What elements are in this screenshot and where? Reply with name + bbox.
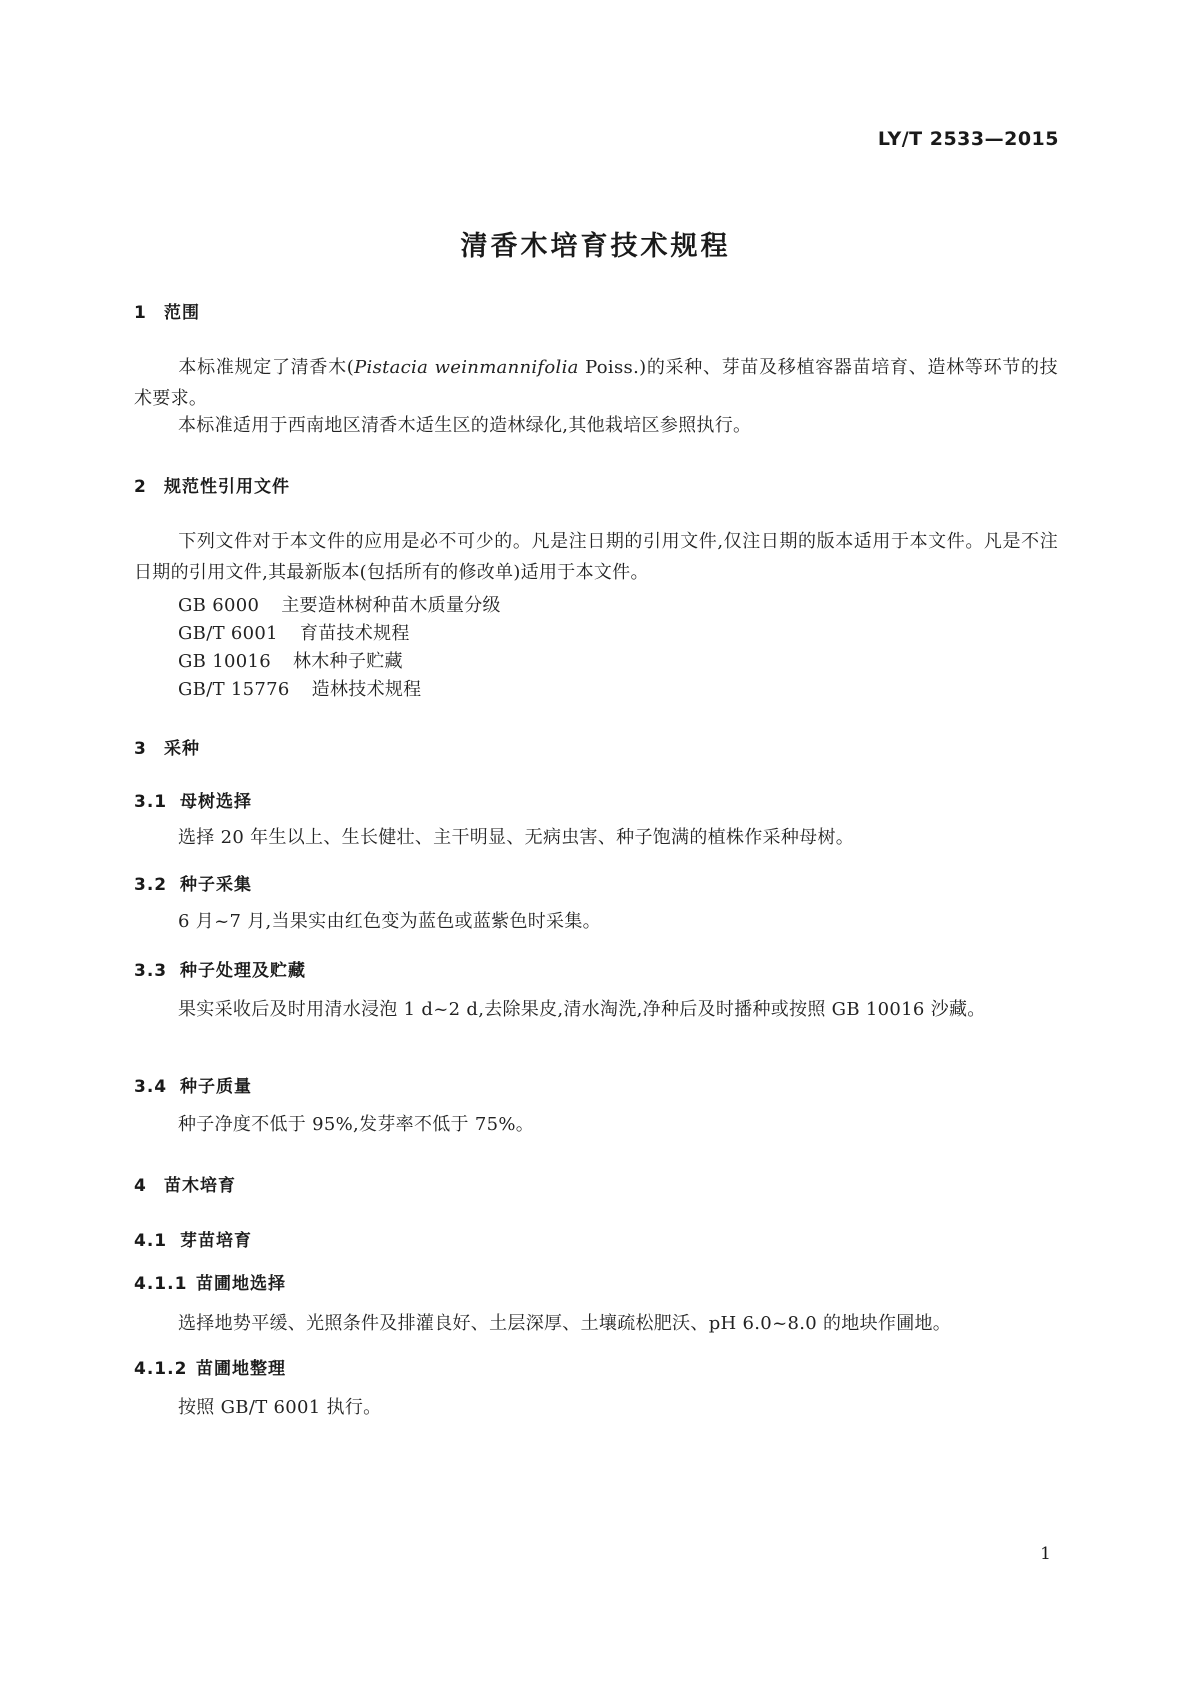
paragraph-3-1: 选择 20 年生以上、生长健壮、主干明显、无病虫害、种子饱满的植株作采种母树。 xyxy=(178,827,855,848)
subsection-heading-4-1-2: 4.1.2 苗圃地整理 xyxy=(134,1359,286,1379)
paragraph-3-4: 种子净度不低于 95%,发芽率不低于 75%。 xyxy=(178,1114,535,1135)
subsection-heading-3-3: 3.3 种子处理及贮藏 xyxy=(134,961,306,981)
reference-item: GB/T 6001 育苗技术规程 xyxy=(178,623,410,644)
paragraph-4-1-1: 选择地势平缓、光照条件及排灌良好、土层深厚、土壤疏松肥沃、pH 6.0~8.0 的地块作圃地。 xyxy=(178,1313,952,1334)
section-heading-1 xyxy=(134,298,200,323)
subsection-heading-4-1: 4.1 芽苗培育 xyxy=(134,1231,252,1251)
reference-item: GB 10016 林木种子贮藏 xyxy=(178,651,403,672)
reference-item: GB/T 15776 造林技术规程 xyxy=(178,679,422,700)
latin-species-name: Pistacia weinmannifolia xyxy=(354,357,579,378)
paragraph-3-3: 果实采收后及时用清水浸泡 1 d~2 d,去除果皮,清水淘洗,净种后及时播种或按照 GB 10016 沙藏。 xyxy=(178,999,986,1020)
section-heading-4: 4 苗木培育 xyxy=(134,1176,236,1196)
subsection-heading-4-1-1: 4.1.1 苗圃地选择 xyxy=(134,1274,286,1294)
section-number: 1 xyxy=(134,303,147,323)
page-number: 1 xyxy=(1040,1544,1051,1564)
normative-references-paragraph: 下列文件对于本文件的应用是必不可少的。凡是注日期的引用文件,仅注日期的版本适用于本文件。凡是不注日期的引用文件,其最新版本(包括所有的修改单)适用于本文件。 xyxy=(134,531,1058,583)
paragraph-3-2: 6 月~7 月,当果实由红色变为蓝色或蓝紫色时采集。 xyxy=(178,911,601,932)
section-heading-2: 2 规范性引用文件 xyxy=(134,477,290,497)
subsection-heading-3-4: 3.4 种子质量 xyxy=(134,1077,252,1097)
section-title: 范围 xyxy=(164,303,200,323)
reference-item: GB 6000 主要造林树种苗木质量分级 xyxy=(178,595,501,616)
document-title: 清香木培育技术规程 xyxy=(460,231,731,262)
standard-number: LY/T 2533—2015 xyxy=(877,128,1059,150)
scope-paragraph-2: 本标准适用于西南地区清香木适生区的造林绿化,其他栽培区参照执行。 xyxy=(178,415,752,436)
subsection-heading-3-1: 3.1 母树选择 xyxy=(134,792,252,812)
scope-paragraph-1: 本标准规定了清香木(Pistacia weinmannifolia Poiss.)的采种、芽苗及移植容器苗培育、造林等环节的技术要求。 xyxy=(134,357,1058,409)
subsection-heading-3-2: 3.2 种子采集 xyxy=(134,875,252,895)
paragraph-4-1-2: 按照 GB/T 6001 执行。 xyxy=(178,1397,382,1418)
section-heading-3: 3 采种 xyxy=(134,739,200,759)
